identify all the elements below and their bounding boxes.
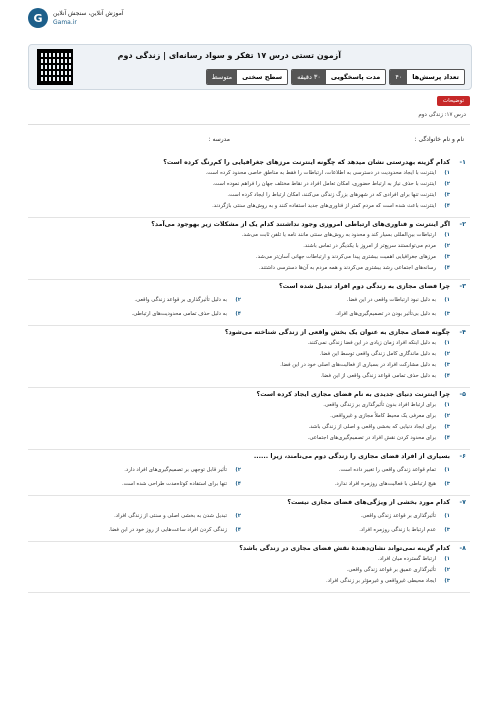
gama-logo-icon: G <box>28 8 48 28</box>
answer-option[interactable] <box>32 423 466 431</box>
question-item <box>28 388 470 450</box>
answer-option[interactable] <box>32 191 466 199</box>
question-header <box>32 283 466 290</box>
answer-option[interactable] <box>32 253 466 261</box>
answer-option[interactable] <box>32 202 466 210</box>
option-text: به دلیل حذف تمامی قواعد زندگی واقعی از این فضا. <box>320 373 436 379</box>
answer-option[interactable] <box>32 231 466 239</box>
question-header <box>32 453 466 460</box>
school-label: مدرسه : <box>208 136 230 143</box>
answer-option[interactable] <box>32 512 241 520</box>
option-text: به دلیل ماندگاری کامل زندگی واقعی توسط این فضا. <box>319 351 436 357</box>
option-number: ۴) <box>444 373 450 379</box>
question-number: ۳- <box>459 283 466 290</box>
answer-option[interactable] <box>32 412 466 420</box>
answer-option[interactable] <box>32 566 466 574</box>
option-number: ۱) <box>444 297 450 303</box>
option-text: اینترنت تنها برای افرادی که در شهرهای بزرگ زندگی می‌کنند، امکان ارتباط را ایجاد کرده است. <box>227 192 436 198</box>
question-item <box>28 542 470 593</box>
question-number: ۱- <box>459 159 466 166</box>
option-number: ۱) <box>444 513 450 519</box>
answer-option[interactable] <box>241 512 450 520</box>
answer-option[interactable] <box>32 264 466 272</box>
question-header <box>32 391 466 398</box>
option-text: مردم می‌توانستند سریع‌تر از امروز با یکدیگر در تماس باشند. <box>303 243 436 249</box>
question-item <box>28 496 470 542</box>
brand-tagline: آموزش آنلاین، سنجش آنلاین <box>53 10 124 17</box>
stat-duration <box>291 69 386 85</box>
question-item <box>28 450 470 496</box>
question-text: اگر اینترنت و فناوری‌های ارتباطی امروزی وجود نداشتند کدام یک از مشکلات زیر بهوجود می‌آمد؟ <box>151 221 450 228</box>
option-text: برای محدود کردن نقش افراد در تصمیم‌گیری‌های اجتماعی. <box>307 435 436 441</box>
question-header <box>32 221 466 228</box>
question-text: چگونه فضای مجازی به عنوان یک بخش واقعی از زندگی شناخته می‌شود؟ <box>224 329 450 336</box>
question-number: ۵- <box>459 391 466 398</box>
option-text: تأثیرگذاری بر قواعد زندگی واقعی. <box>360 513 436 519</box>
option-text: تأثیرگذاری عمیق بر قواعد زندگی واقعی. <box>346 567 436 573</box>
option-text: ایجاد محیطی غیرواقعی و غیرمؤثر بر زندگی افراد. <box>326 578 436 584</box>
option-number: ۱) <box>444 402 450 408</box>
stat-label: مدت پاسخگویی <box>326 70 385 84</box>
answer-option[interactable] <box>32 242 466 250</box>
question-text: چرا اینترنت دنیای جدیدی به نام فضای مجازی ایجاد کرده است؟ <box>256 391 450 398</box>
qr-code-icon[interactable] <box>37 49 73 85</box>
question-list <box>28 156 470 593</box>
option-number: ۴) <box>235 311 241 317</box>
answer-option[interactable] <box>32 296 241 304</box>
option-text: تبدیل شدن به بخشی اصلی و سنتی از زندگی افراد. <box>114 513 227 519</box>
option-text: به دلیل اینکه افراد زمان زیادی در این فضا زندگی نمی‌کنند. <box>307 340 436 346</box>
question-number: ۶- <box>459 453 466 460</box>
question-number: ۸- <box>459 545 466 552</box>
option-number: ۳) <box>444 481 450 487</box>
option-number: ۴) <box>444 265 450 271</box>
option-text: به دلیل نبود ارتباطات واقعی در این فضا. <box>346 297 436 303</box>
option-text: ارتباطات بین‌المللی بسیار کند و محدود به روش‌های سنتی مانند نامه یا تلفن ثابت می‌شد. <box>241 232 436 238</box>
option-text: تنها برای استفاده کوتاه‌مدت طراحی شده است. <box>122 481 227 487</box>
student-info-row <box>28 134 470 148</box>
answer-option[interactable] <box>32 339 466 347</box>
option-text: به دلیل تأثیرگذاری بر قواعد زندگی واقعی. <box>134 297 227 303</box>
answer-option[interactable] <box>32 180 466 188</box>
option-number: ۲) <box>444 351 450 357</box>
option-number: ۱) <box>444 170 450 176</box>
answer-option[interactable] <box>32 361 466 369</box>
answer-option[interactable] <box>241 310 450 318</box>
option-text: برای معرفی یک محیط کاملاً مجازی و غیرواقعی. <box>330 413 436 419</box>
option-number: ۴) <box>444 435 450 441</box>
option-text: به دلیل حذف تمامی محدودیت‌های ارتباطی. <box>131 311 227 317</box>
option-number: ۱) <box>444 467 450 473</box>
answer-option[interactable] <box>32 401 466 409</box>
option-text: تمام قواعد زندگی واقعی را تغییر داده است. <box>338 467 436 473</box>
option-number: ۲) <box>444 567 450 573</box>
question-number: ۷- <box>459 499 466 506</box>
option-text: به دلیل بی‌تأثیر بودن در تصمیم‌گیری‌های افراد. <box>335 311 436 317</box>
question-header <box>32 159 466 166</box>
description-tag: توضیحات <box>437 96 470 106</box>
option-text: اینترنت باعث شده است که مردم کمتر از فناوری‌های جدید استفاده کنند و به روش‌های سنتی بازگردند. <box>212 203 436 209</box>
stat-label: سطح سختی <box>237 70 287 84</box>
stat-value: متوسط <box>207 70 237 84</box>
question-item <box>28 326 470 388</box>
option-number: ۱) <box>444 340 450 346</box>
option-text: برای ایجاد دنیایی که بخشی واقعی و اصلی از زندگی باشد. <box>308 424 436 430</box>
question-number: ۴- <box>459 329 466 336</box>
option-number: ۳) <box>444 254 450 260</box>
exam-stats <box>206 69 465 85</box>
exam-header <box>28 44 472 90</box>
question-header <box>32 499 466 506</box>
answer-option[interactable] <box>32 434 466 442</box>
option-number: ۲) <box>235 297 241 303</box>
question-item <box>28 218 470 280</box>
option-text: اینترنت با حذف نیاز به ارتباط حضوری، امکان تعامل افراد در نقاط مختلف جهان را فراهم نموده است. <box>212 181 436 187</box>
option-number: ۴) <box>235 527 241 533</box>
options-group <box>32 169 466 210</box>
answer-option[interactable] <box>32 372 466 380</box>
option-number: ۲) <box>235 467 241 473</box>
answer-option[interactable] <box>32 480 241 488</box>
option-number: ۳) <box>444 192 450 198</box>
option-text: عدم ارتباط با زندگی روزمره افراد. <box>359 527 436 533</box>
options-group <box>32 509 466 537</box>
answer-option[interactable] <box>32 310 241 318</box>
exam-title: آزمون تستی درس ۱۷ تفکر و سواد رسانه‌ای | زندگی دوم <box>117 51 341 60</box>
option-number: ۱) <box>444 232 450 238</box>
stat-value: ۴۰ <box>390 70 407 84</box>
option-number: ۴) <box>235 481 241 487</box>
answer-option[interactable] <box>32 526 241 534</box>
option-number: ۳) <box>444 311 450 317</box>
option-text: رسانه‌های اجتماعی رشد بیشتری می‌کردند و همه مردم به آن‌ها دسترسی داشتند. <box>259 265 436 271</box>
question-number: ۲- <box>459 221 466 228</box>
answer-option[interactable] <box>32 577 466 585</box>
option-text: برای ارتباط افراد بدون تأثیرگذاری بر زندگی واقعی. <box>323 402 436 408</box>
option-number: ۳) <box>444 424 450 430</box>
question-header <box>32 329 466 336</box>
question-text: کدام گزینه بهدرستی نشان میدهد که چگونه اینترنت مرزهای جغرافیایی را کم‌رنگ کرده است؟ <box>163 159 450 166</box>
question-item <box>28 280 470 326</box>
option-number: ۲) <box>235 513 241 519</box>
options-group <box>32 339 466 380</box>
question-text: کدام گزینه نمی‌تواند نشان‌دهندهٔ نقش فضای مجازی در زندگی باشد؟ <box>239 545 450 552</box>
stat-value: ۳۰ دقیقه <box>292 70 326 84</box>
options-group <box>32 463 466 491</box>
stat-question-count <box>389 69 465 85</box>
options-group <box>32 231 466 272</box>
question-header <box>32 545 466 552</box>
option-number: ۱) <box>444 556 450 562</box>
question-item <box>28 156 470 218</box>
stat-label: تعداد پرسش‌ها <box>407 70 464 84</box>
option-text: ارتباط گسترده میان افراد. <box>378 556 436 562</box>
answer-option[interactable] <box>241 296 450 304</box>
option-number: ۳) <box>444 578 450 584</box>
option-text: به دلیل مشارکت افراد در بسیاری از فعالیت‌های اصلی خود در این فضا. <box>280 362 436 368</box>
answer-option[interactable] <box>32 169 466 177</box>
option-text: مرزهای جغرافیایی اهمیت بیشتری پیدا می‌کردند و ارتباطات جهانی آسان‌تر می‌شد. <box>255 254 436 260</box>
options-group <box>32 555 466 585</box>
description-bar <box>28 96 470 125</box>
answer-option[interactable] <box>241 466 450 474</box>
stat-difficulty <box>206 69 288 85</box>
option-text: تأثیر قابل توجهی بر تصمیم‌گیری‌های افراد دارد. <box>124 467 227 473</box>
answer-option[interactable] <box>32 466 241 474</box>
options-group <box>32 401 466 442</box>
question-text: کدام مورد بخشی از ویژگی‌های فضای مجازی نیست؟ <box>287 499 450 506</box>
option-number: ۴) <box>444 203 450 209</box>
option-text: اینترنت با ایجاد محدودیت در دسترسی به اطلاعات، ارتباطات را فقط به مناطق خاصی محدود کرده است. <box>205 170 436 176</box>
brand-site: Gama.ir <box>53 19 77 26</box>
answer-option[interactable] <box>241 480 450 488</box>
option-number: ۳) <box>444 362 450 368</box>
answer-option[interactable] <box>241 526 450 534</box>
options-group <box>32 293 466 321</box>
question-text: چرا فضای مجازی به زندگی دوم افراد تبدیل شده است؟ <box>279 283 450 290</box>
option-number: ۲) <box>444 413 450 419</box>
brand[interactable] <box>28 8 124 28</box>
option-number: ۳) <box>444 527 450 533</box>
name-label: نام و نام خانوادگی : <box>414 136 464 143</box>
answer-option[interactable] <box>32 555 466 563</box>
option-number: ۲) <box>444 181 450 187</box>
lesson-name: درس ۱۷: زندگی دوم <box>418 112 466 118</box>
answer-option[interactable] <box>32 350 466 358</box>
option-number: ۲) <box>444 243 450 249</box>
question-text: بسیاری از افراد فضای مجازی را زندگی دوم می‌نامند، زیرا ...... <box>253 453 450 460</box>
option-text: زندگی کردن افراد ساعت‌هایی از روز خود در این فضا. <box>108 527 227 533</box>
option-text: هیچ ارتباطی با فعالیت‌های روزمره افراد ندارد. <box>334 481 436 487</box>
